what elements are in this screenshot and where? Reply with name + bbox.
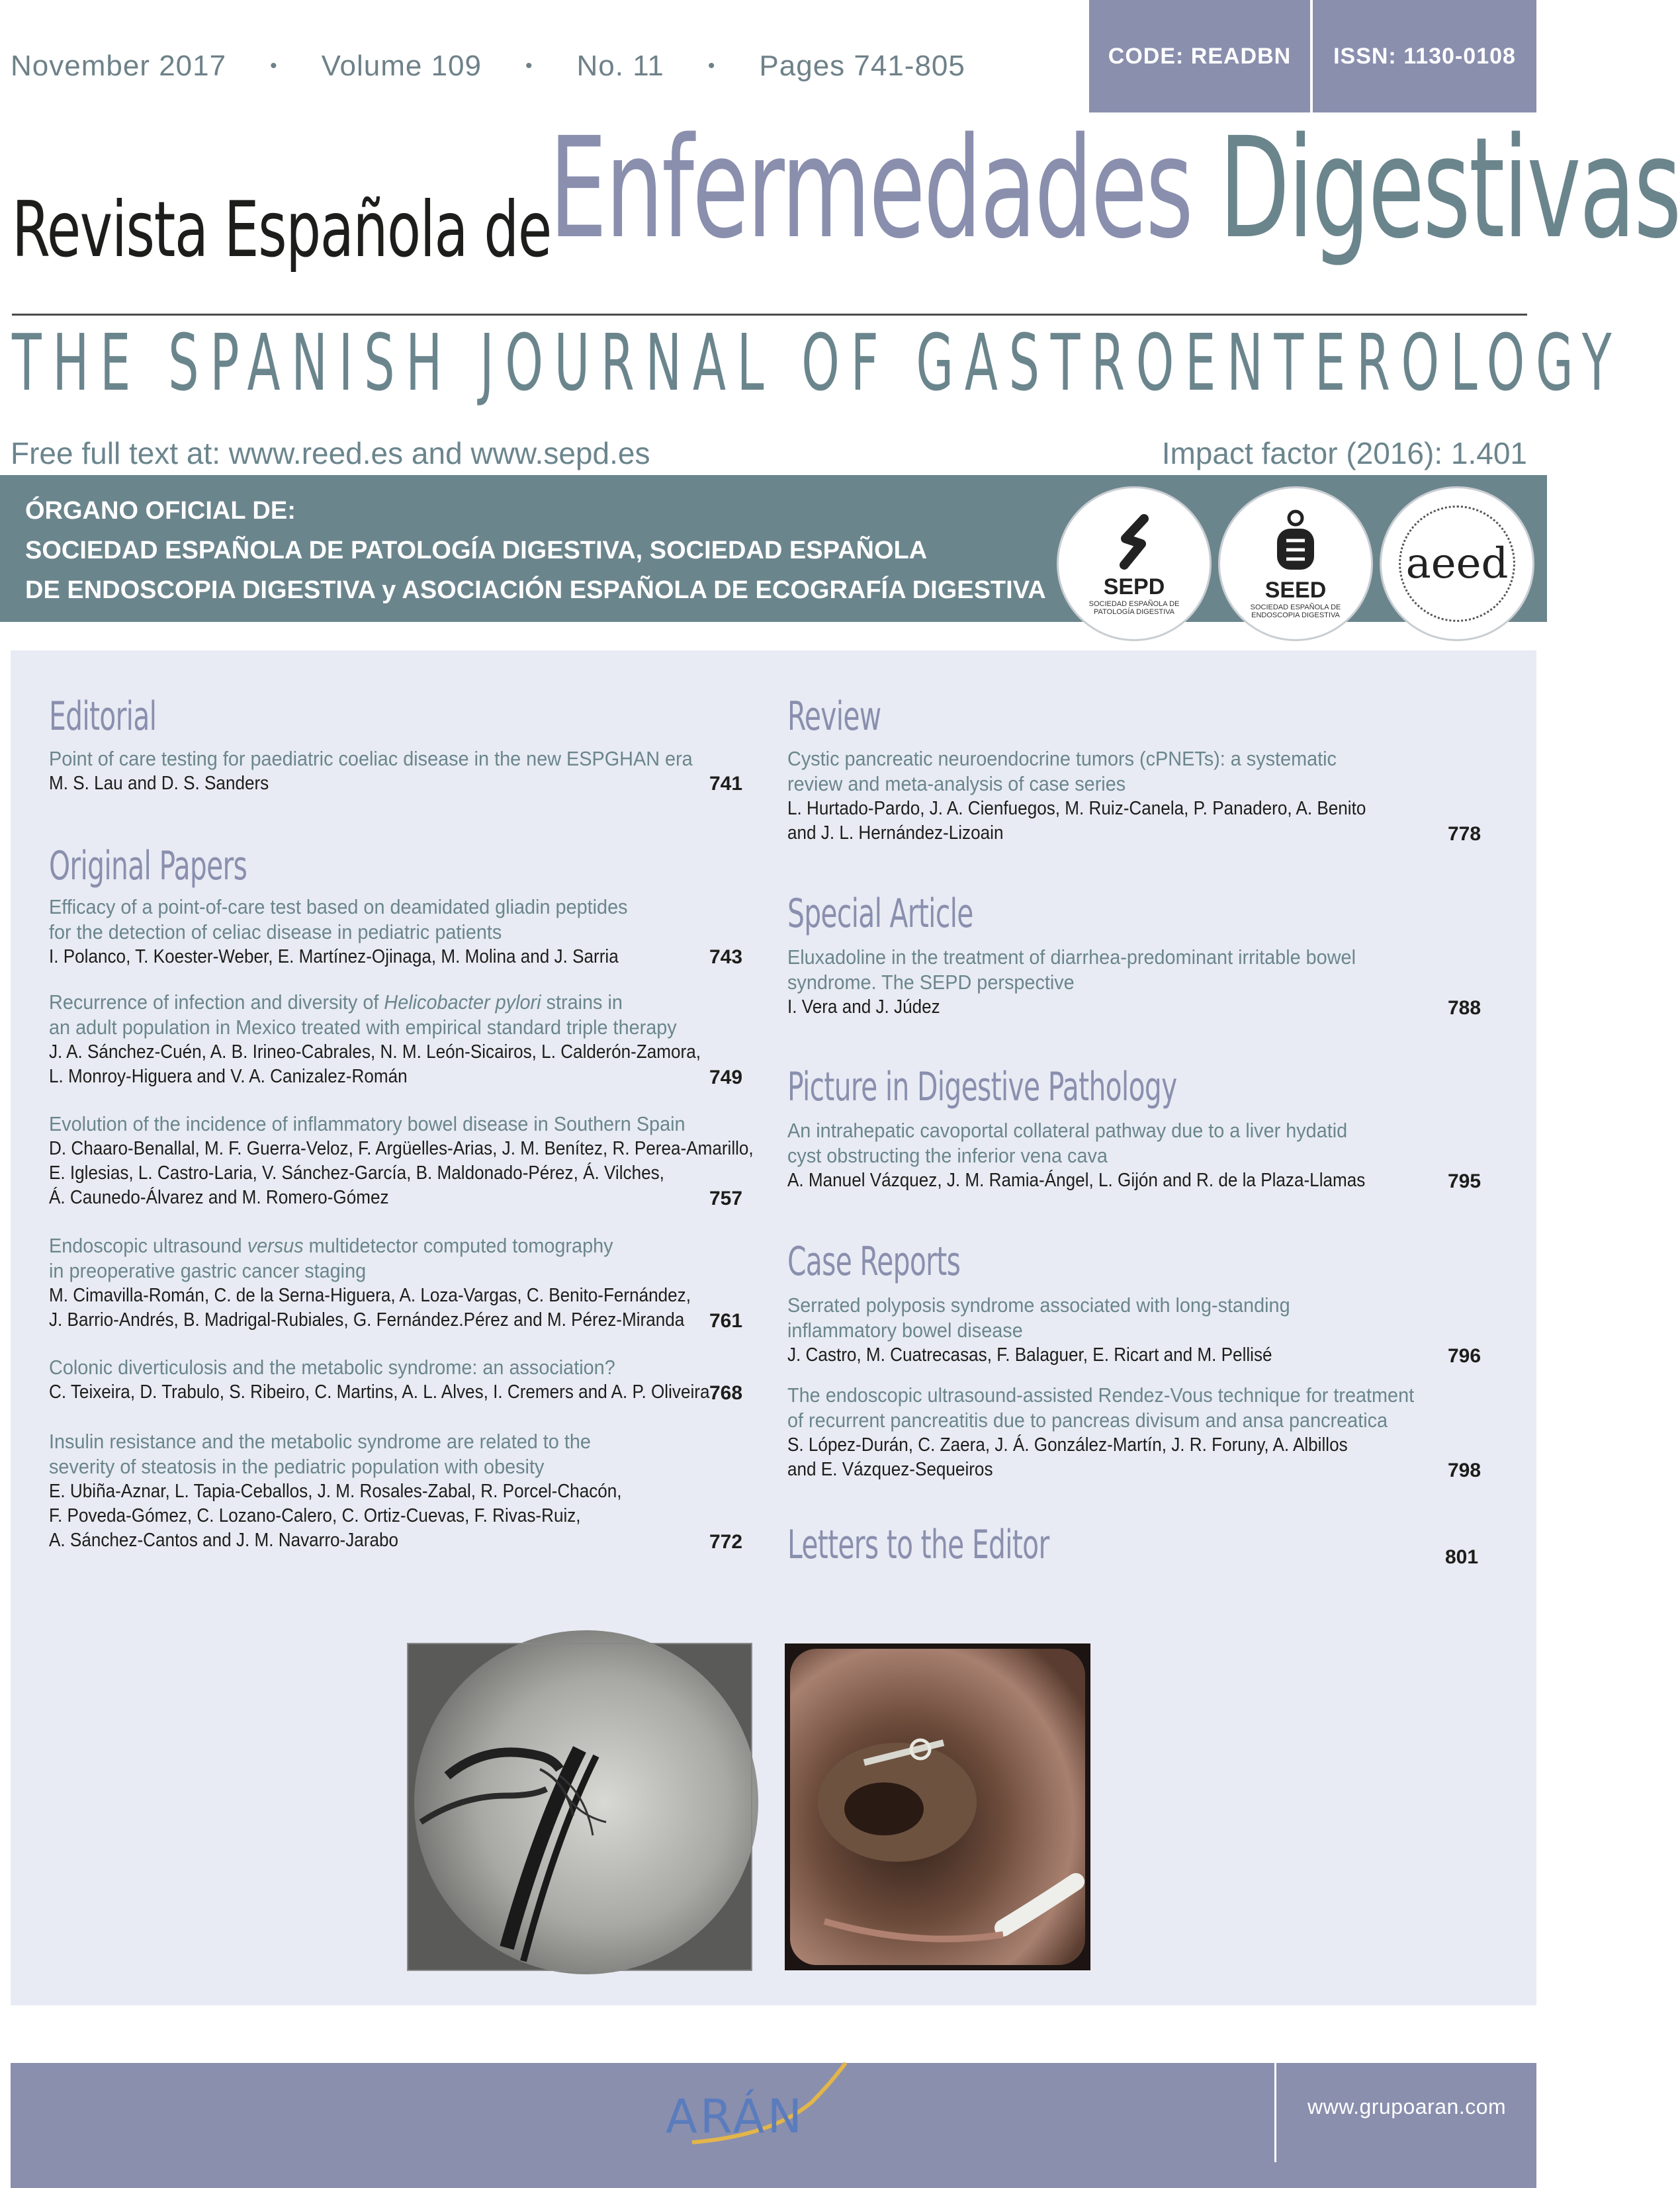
publisher-url[interactable]: www.grupoaran.com	[1307, 2095, 1507, 2119]
article-title[interactable]: Point of care testing for paediatric coeliac disease in the new ESPGHAN era	[49, 747, 693, 770]
article-authors: I. Polanco, T. Koester-Weber, E. Martínez-Ojinaga, M. Molina and J. Sarria	[49, 946, 619, 967]
article-title-cont[interactable]: in preoperative gastric cancer staging	[49, 1259, 367, 1282]
section-original-heading: Original Papers	[49, 843, 247, 889]
article-page: 778	[1448, 823, 1481, 845]
article-title[interactable]: Evolution of the incidence of inflammatory bowel disease in Southern Spain	[49, 1112, 685, 1135]
section-review-heading: Review	[787, 693, 881, 740]
article-page: 796	[1448, 1345, 1481, 1367]
sepd-logo	[1059, 488, 1210, 639]
sepd-logo-sub: SOCIEDAD ESPAÑOLA DE PATOLOGÍA DIGESTIVA	[1088, 599, 1180, 616]
aeed-logo	[1382, 488, 1532, 639]
article-page: 757	[709, 1188, 743, 1209]
article-authors: E. Ubiña-Aznar, L. Tapia-Ceballos, J. M. Rosales-Zabal, R. Porcel-Chacón,	[49, 1481, 622, 1502]
article-title[interactable]: Cystic pancreatic neuroendocrine tumors (cPNETs): a systematic	[787, 747, 1337, 770]
journal-title-line1: Revista Española de	[12, 185, 551, 275]
section-editorial-heading: Editorial	[49, 693, 157, 740]
article-authors-cont: and J. L. Hernández-Lizoain	[787, 822, 1004, 844]
article-page: 798	[1448, 1460, 1481, 1481]
title-italic: Helicobacter pylori	[384, 990, 541, 1014]
journal-subtitle: THE SPANISH JOURNAL OF GASTROENTEROLOGY	[12, 317, 1623, 408]
footer-bar	[11, 2063, 1536, 2188]
journal-title-line2	[549, 107, 1680, 269]
seed-logo-sub: SOCIEDAD ESPAÑOLA DE ENDOSCOPIA DIGESTIVA	[1250, 603, 1341, 619]
article-authors: M. Cimavilla-Román, C. de la Serna-Higuera, A. Loza-Vargas, C. Benito-Fernández,	[49, 1285, 691, 1306]
article-page: 749	[709, 1067, 743, 1088]
sepd-logo-name: SEPD	[1103, 574, 1165, 599]
free-text-link[interactable]: Free full text at: www.reed.es and www.sepd.es	[11, 436, 650, 470]
title-part: multidetector computed tomography	[303, 1234, 613, 1257]
fluoroscopy-drawing	[408, 1643, 752, 1970]
issue-number: No. 11	[576, 50, 664, 82]
article-authors-cont: J. Barrio-Andrés, B. Madrigal-Rubiales, G. Fernández.Pérez and M. Pérez-Miranda	[49, 1309, 685, 1331]
article-authors: C. Teixeira, D. Trabulo, S. Ribeiro, C. Martins, A. L. Alves, I. Cremers and A. P. Oliveira	[49, 1381, 710, 1403]
article-authors: L. Hurtado-Pardo, J. A. Cienfuegos, M. Ruiz-Canela, P. Panadero, A. Benito	[787, 798, 1366, 819]
issue-pages: Pages 741-805	[759, 50, 965, 82]
article-authors-cont: E. Iglesias, L. Castro-Laria, V. Sánchez-García, B. Maldonado-Pérez, Á. Vilches,	[49, 1162, 664, 1184]
title-rule	[12, 314, 1527, 316]
article-page: 788	[1448, 997, 1481, 1019]
article-title[interactable]	[49, 1233, 613, 1258]
separator: •	[707, 55, 716, 77]
journal-title-digestivas: Digestivas	[1219, 107, 1680, 269]
article-title[interactable]: Eluxadoline in the treatment of diarrhea-predominant irritable bowel	[787, 945, 1356, 969]
article-title-cont[interactable]: cyst obstructing the inferior vena cava	[787, 1144, 1108, 1167]
organ-line3: DE ENDOSCOPIA DIGESTIVA y ASOCIACIÓN ESPAÑOLA DE ECOGRAFÍA DIGESTIVA	[25, 576, 1046, 604]
article-page: 741	[709, 773, 743, 795]
article-authors: A. Manuel Vázquez, J. M. Ramia-Ángel, L. Gijón and R. de la Plaza-Llamas	[787, 1170, 1366, 1191]
article-title[interactable]	[49, 990, 623, 1015]
official-organ-band	[0, 475, 1547, 622]
seed-logo-name: SEED	[1264, 577, 1327, 603]
article-title-cont[interactable]: review and meta-analysis of case series	[787, 772, 1126, 795]
publisher-logo: ARÁN	[666, 2089, 805, 2144]
article-title-cont[interactable]: of recurrent pancreatitis due to pancreas divisum and ansa pancreatica	[787, 1409, 1388, 1432]
impact-factor: Impact factor (2016): 1.401	[1161, 436, 1527, 470]
article-title[interactable]: An intrahepatic cavoportal collateral pathway due to a liver hydatid	[787, 1119, 1348, 1142]
article-page: 768	[709, 1382, 743, 1404]
seed-figure-icon	[1269, 509, 1322, 575]
article-title-cont[interactable]: an adult population in Mexico treated with empirical standard triple therapy	[49, 1016, 677, 1039]
article-authors-cont: A. Sánchez-Cantos and J. M. Navarro-Jarabo	[49, 1530, 399, 1551]
organ-line2: SOCIEDAD ESPAÑOLA DE PATOLOGÍA DIGESTIVA, SOCIEDAD ESPAÑOLA	[25, 537, 928, 564]
title-part: Endoscopic ultrasound	[49, 1234, 247, 1257]
section-picture-heading: Picture in Digestive Pathology	[787, 1064, 1177, 1110]
article-authors: S. López-Durán, C. Zaera, J. Á. González-Martín, J. R. Foruny, A. Albillos	[787, 1434, 1348, 1456]
article-authors: I. Vera and J. Júdez	[787, 996, 940, 1018]
organ-line1: ÓRGANO OFICIAL DE:	[25, 497, 296, 525]
article-authors: J. A. Sánchez-Cuén, A. B. Irineo-Cabrales, N. M. León-Sicairos, L. Calderón-Zamora,	[49, 1041, 701, 1063]
section-cases-heading: Case Reports	[787, 1239, 961, 1285]
title-italic: versus	[247, 1234, 304, 1257]
subtitle-wrap	[12, 317, 1623, 410]
article-authors: D. Chaaro-Benallal, M. F. Guerra-Veloz, F. Argüelles-Arias, J. M. Benítez, R. Perea-Amarillo,	[49, 1138, 754, 1159]
article-title[interactable]: Efficacy of a point-of-care test based on deamidated gliadin peptides	[49, 895, 628, 918]
article-authors: M. S. Lau and D. S. Sanders	[49, 773, 269, 794]
article-page: 761	[709, 1310, 743, 1332]
article-title-cont[interactable]: syndrome. The SEPD perspective	[787, 971, 1075, 994]
endoscopy-image	[785, 1643, 1090, 1970]
issue-date: November 2017	[11, 50, 227, 82]
letters-page: 801	[1445, 1546, 1479, 1568]
sepd-s-icon	[1111, 512, 1157, 572]
article-title[interactable]: Serrated polyposis syndrome associated with long-standing	[787, 1293, 1290, 1317]
article-page: 795	[1448, 1170, 1481, 1192]
endoscopy-drawing	[785, 1643, 1090, 1970]
article-authors: J. Castro, M. Cuatrecasas, F. Balaguer, E. Ricart and M. Pellisé	[787, 1344, 1272, 1366]
issn-badge: ISSN: 1130-0108	[1313, 0, 1536, 112]
separator: •	[525, 55, 533, 77]
title-part: strains in	[541, 990, 623, 1014]
article-authors-cont: F. Poveda-Gómez, C. Lozano-Calero, C. Ortiz-Cuevas, F. Rivas-Ruiz,	[49, 1505, 581, 1526]
journal-title-enfermedades: Enfermedades	[549, 107, 1192, 269]
official-organ-text	[25, 491, 1046, 610]
article-page: 743	[709, 946, 743, 968]
article-title-cont[interactable]: for the detection of celiac disease in pediatric patients	[49, 920, 502, 943]
article-title[interactable]: Colonic diverticulosis and the metabolic syndrome: an association?	[49, 1356, 615, 1379]
article-authors-cont: and E. Vázquez-Sequeiros	[787, 1459, 993, 1480]
title-part: Recurrence of infection and diversity of	[49, 990, 384, 1014]
article-title[interactable]: Insulin resistance and the metabolic syndrome are related to the	[49, 1430, 591, 1453]
article-title-cont[interactable]: severity of steatosis in the pediatric population with obesity	[49, 1455, 545, 1478]
article-title[interactable]: The endoscopic ultrasound-assisted Rendez-Vous technique for treatment	[787, 1383, 1415, 1407]
code-badge: CODE: READBN	[1089, 0, 1310, 112]
section-letters-heading: Letters to the Editor	[787, 1522, 1049, 1568]
article-authors-cont: Á. Caunedo-Álvarez and M. Romero-Gómez	[49, 1187, 389, 1208]
fluoroscopy-image	[408, 1643, 752, 1970]
article-authors-cont: L. Monroy-Higuera and V. A. Canizalez-Román	[49, 1066, 408, 1087]
article-title-cont[interactable]: inflammatory bowel disease	[787, 1319, 1023, 1342]
seed-logo	[1220, 488, 1371, 639]
article-page: 772	[709, 1531, 743, 1553]
section-special-heading: Special Article	[787, 891, 973, 937]
aeed-ring	[1399, 505, 1515, 622]
footer-divider	[1274, 2063, 1276, 2162]
separator: •	[270, 55, 278, 77]
issue-volume: Volume 109	[321, 50, 482, 82]
issue-info	[11, 40, 965, 93]
aeed-logo-name: aeed	[1405, 539, 1509, 588]
